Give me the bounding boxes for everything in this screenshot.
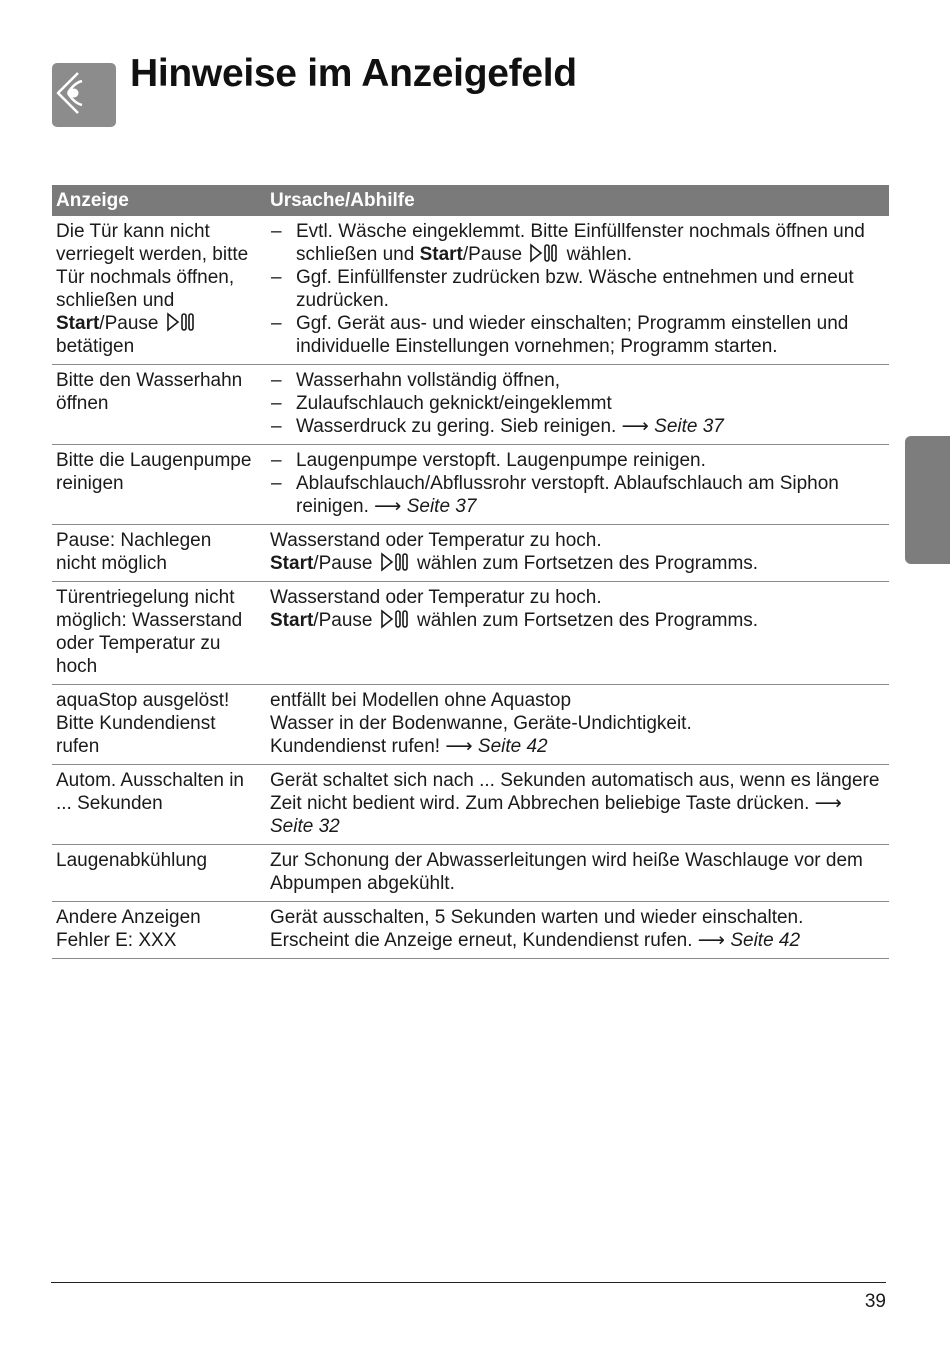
page-reference-link[interactable]: Seite 37: [406, 496, 477, 517]
table-row: [52, 445, 889, 525]
table-row: [52, 365, 889, 445]
cause-cell: [266, 765, 889, 845]
start-label: Start: [270, 553, 314, 574]
display-cell: [52, 902, 266, 959]
display-line: Andere Anzeigen: [56, 907, 201, 928]
side-register-tab: [905, 436, 950, 564]
display-cell: Bitte die Laugenpumpe reinigen: [52, 445, 266, 525]
cause-line: Wasser in der Bodenwanne, Geräte-Undichtigkeit.: [270, 713, 692, 734]
display-text-end: betätigen: [56, 336, 135, 357]
display-cell: [52, 216, 266, 365]
start-pause-icon: [529, 243, 559, 263]
cause-line: Wasserstand oder Temperatur zu hoch.: [270, 587, 602, 608]
display-cell: Laugenabkühlung: [52, 845, 266, 902]
cause-line: [270, 552, 883, 575]
cause-line: [270, 609, 883, 632]
pause-label: /Pause: [462, 244, 523, 265]
start-label: Start: [56, 313, 100, 334]
cause-line: entfällt bei Modellen ohne Aquastop: [270, 690, 572, 711]
pause-label: /Pause: [313, 553, 373, 574]
start-label: Start: [270, 610, 314, 631]
cause-cell: [266, 216, 889, 365]
page-reference-link[interactable]: Seite 32: [270, 816, 340, 837]
list-item: – Ggf. Gerät aus- und wieder einschalten; Programm einstellen und individuelle Einstellungen vornehmen; Programm starten.: [270, 312, 883, 358]
list-item: – Ggf. Einfüllfenster zudrücken bzw. Wäsche entnehmen und erneut zudrücken.: [270, 266, 883, 312]
item-text: Evtl. Wäsche eingeklemmt. Bitte Einfüllfenster nochmals öffnen und schließen und: [296, 221, 865, 265]
cause-cell: Zur Schonung der Abwasserleitungen wird heiße Waschlauge vor dem Abpumpen abgekühlt.: [266, 845, 889, 902]
pause-label: /Pause: [99, 313, 159, 334]
table-row: [52, 845, 889, 902]
pause-label: /Pause: [313, 610, 373, 631]
footer-divider: [51, 1282, 886, 1283]
page-reference-link[interactable]: Seite 42: [730, 930, 801, 951]
start-pause-icon: [380, 552, 410, 572]
table-row: [52, 582, 889, 685]
cause-text: Erscheint die Anzeige erneut, Kundendienst rufen.: [270, 930, 693, 951]
cause-cell: [266, 902, 889, 959]
item-text-end: wählen.: [566, 244, 633, 265]
table-row: [52, 902, 889, 959]
display-line: Fehler E: XXX: [56, 930, 177, 951]
item-text: Ablaufschlauch/Abflussrohr verstopft. Ablaufschlauch am Siphon reinigen.: [296, 473, 839, 517]
column-header-cause: Ursache/Abhilfe: [266, 185, 889, 216]
start-pause-icon: [380, 609, 410, 629]
table-row: [52, 216, 889, 365]
display-cell: Pause: Nachlegen nicht möglich: [52, 525, 266, 582]
cause-cell: [266, 685, 889, 765]
list-item: – Zulaufschlauch geknickt/eingeklemmt: [270, 392, 883, 415]
arrow-icon: ⟶: [814, 793, 842, 814]
list-item: – Wasserhahn vollständig öffnen,: [270, 369, 883, 392]
cause-text: wählen zum Fortsetzen des Programms.: [417, 610, 759, 631]
start-pause-icon: [166, 312, 196, 332]
display-cell: Autom. Ausschalten in ... Sekunden: [52, 765, 266, 845]
display-messages-table: [52, 185, 889, 959]
list-item: [270, 220, 883, 266]
arrow-icon: ⟶: [621, 416, 649, 437]
table-row: [52, 685, 889, 765]
cause-line: Wasserstand oder Temperatur zu hoch.: [270, 530, 602, 551]
list-item: – Laugenpumpe verstopft. Laugenpumpe reinigen.: [270, 449, 883, 472]
display-cell: Bitte den Wasserhahn öffnen: [52, 365, 266, 445]
eye-icon: [52, 63, 116, 127]
item-text: Wasserdruck zu gering. Sieb reinigen.: [296, 416, 617, 437]
table-header-row: [52, 185, 889, 216]
list-item: [270, 472, 883, 518]
page-reference-link[interactable]: Seite 42: [477, 736, 548, 757]
cause-line: [270, 929, 883, 952]
arrow-icon: ⟶: [445, 736, 473, 757]
column-header-display: Anzeige: [52, 185, 266, 216]
page-reference-link[interactable]: Seite 37: [654, 416, 724, 437]
cause-cell: [266, 365, 889, 445]
cause-cell: [266, 445, 889, 525]
list-item: [270, 415, 883, 438]
page-number: 39: [864, 1291, 886, 1312]
eye-icon-box: [52, 63, 116, 127]
table-row: [52, 765, 889, 845]
cause-cell: [266, 582, 889, 685]
cause-text: Kundendienst rufen!: [270, 736, 441, 757]
cause-line: Gerät ausschalten, 5 Sekunden warten und wieder einschalten.: [270, 907, 804, 928]
cause-text: Gerät schaltet sich nach ... Sekunden automatisch aus, wenn es längere Zeit nicht bedient wird. Zum Abbrechen beliebige Taste drücken.: [270, 770, 880, 814]
arrow-icon: ⟶: [697, 930, 726, 951]
cause-cell: [266, 525, 889, 582]
display-cell: Türentriegelung nicht möglich: Wasserstand oder Temperatur zu hoch: [52, 582, 266, 685]
display-cell: aquaStop ausgelöst! Bitte Kundendienst rufen: [52, 685, 266, 765]
cause-line: [270, 735, 883, 758]
table-row: [52, 525, 889, 582]
display-text: Die Tür kann nicht verriegelt werden, bitte Tür nochmals öffnen, schließen und: [56, 221, 249, 311]
cause-text: wählen zum Fortsetzen des Programms.: [417, 553, 759, 574]
start-label: Start: [419, 244, 463, 265]
arrow-icon: ⟶: [374, 496, 402, 517]
page-title: Hinweise im Anzeigefeld: [130, 52, 577, 95]
